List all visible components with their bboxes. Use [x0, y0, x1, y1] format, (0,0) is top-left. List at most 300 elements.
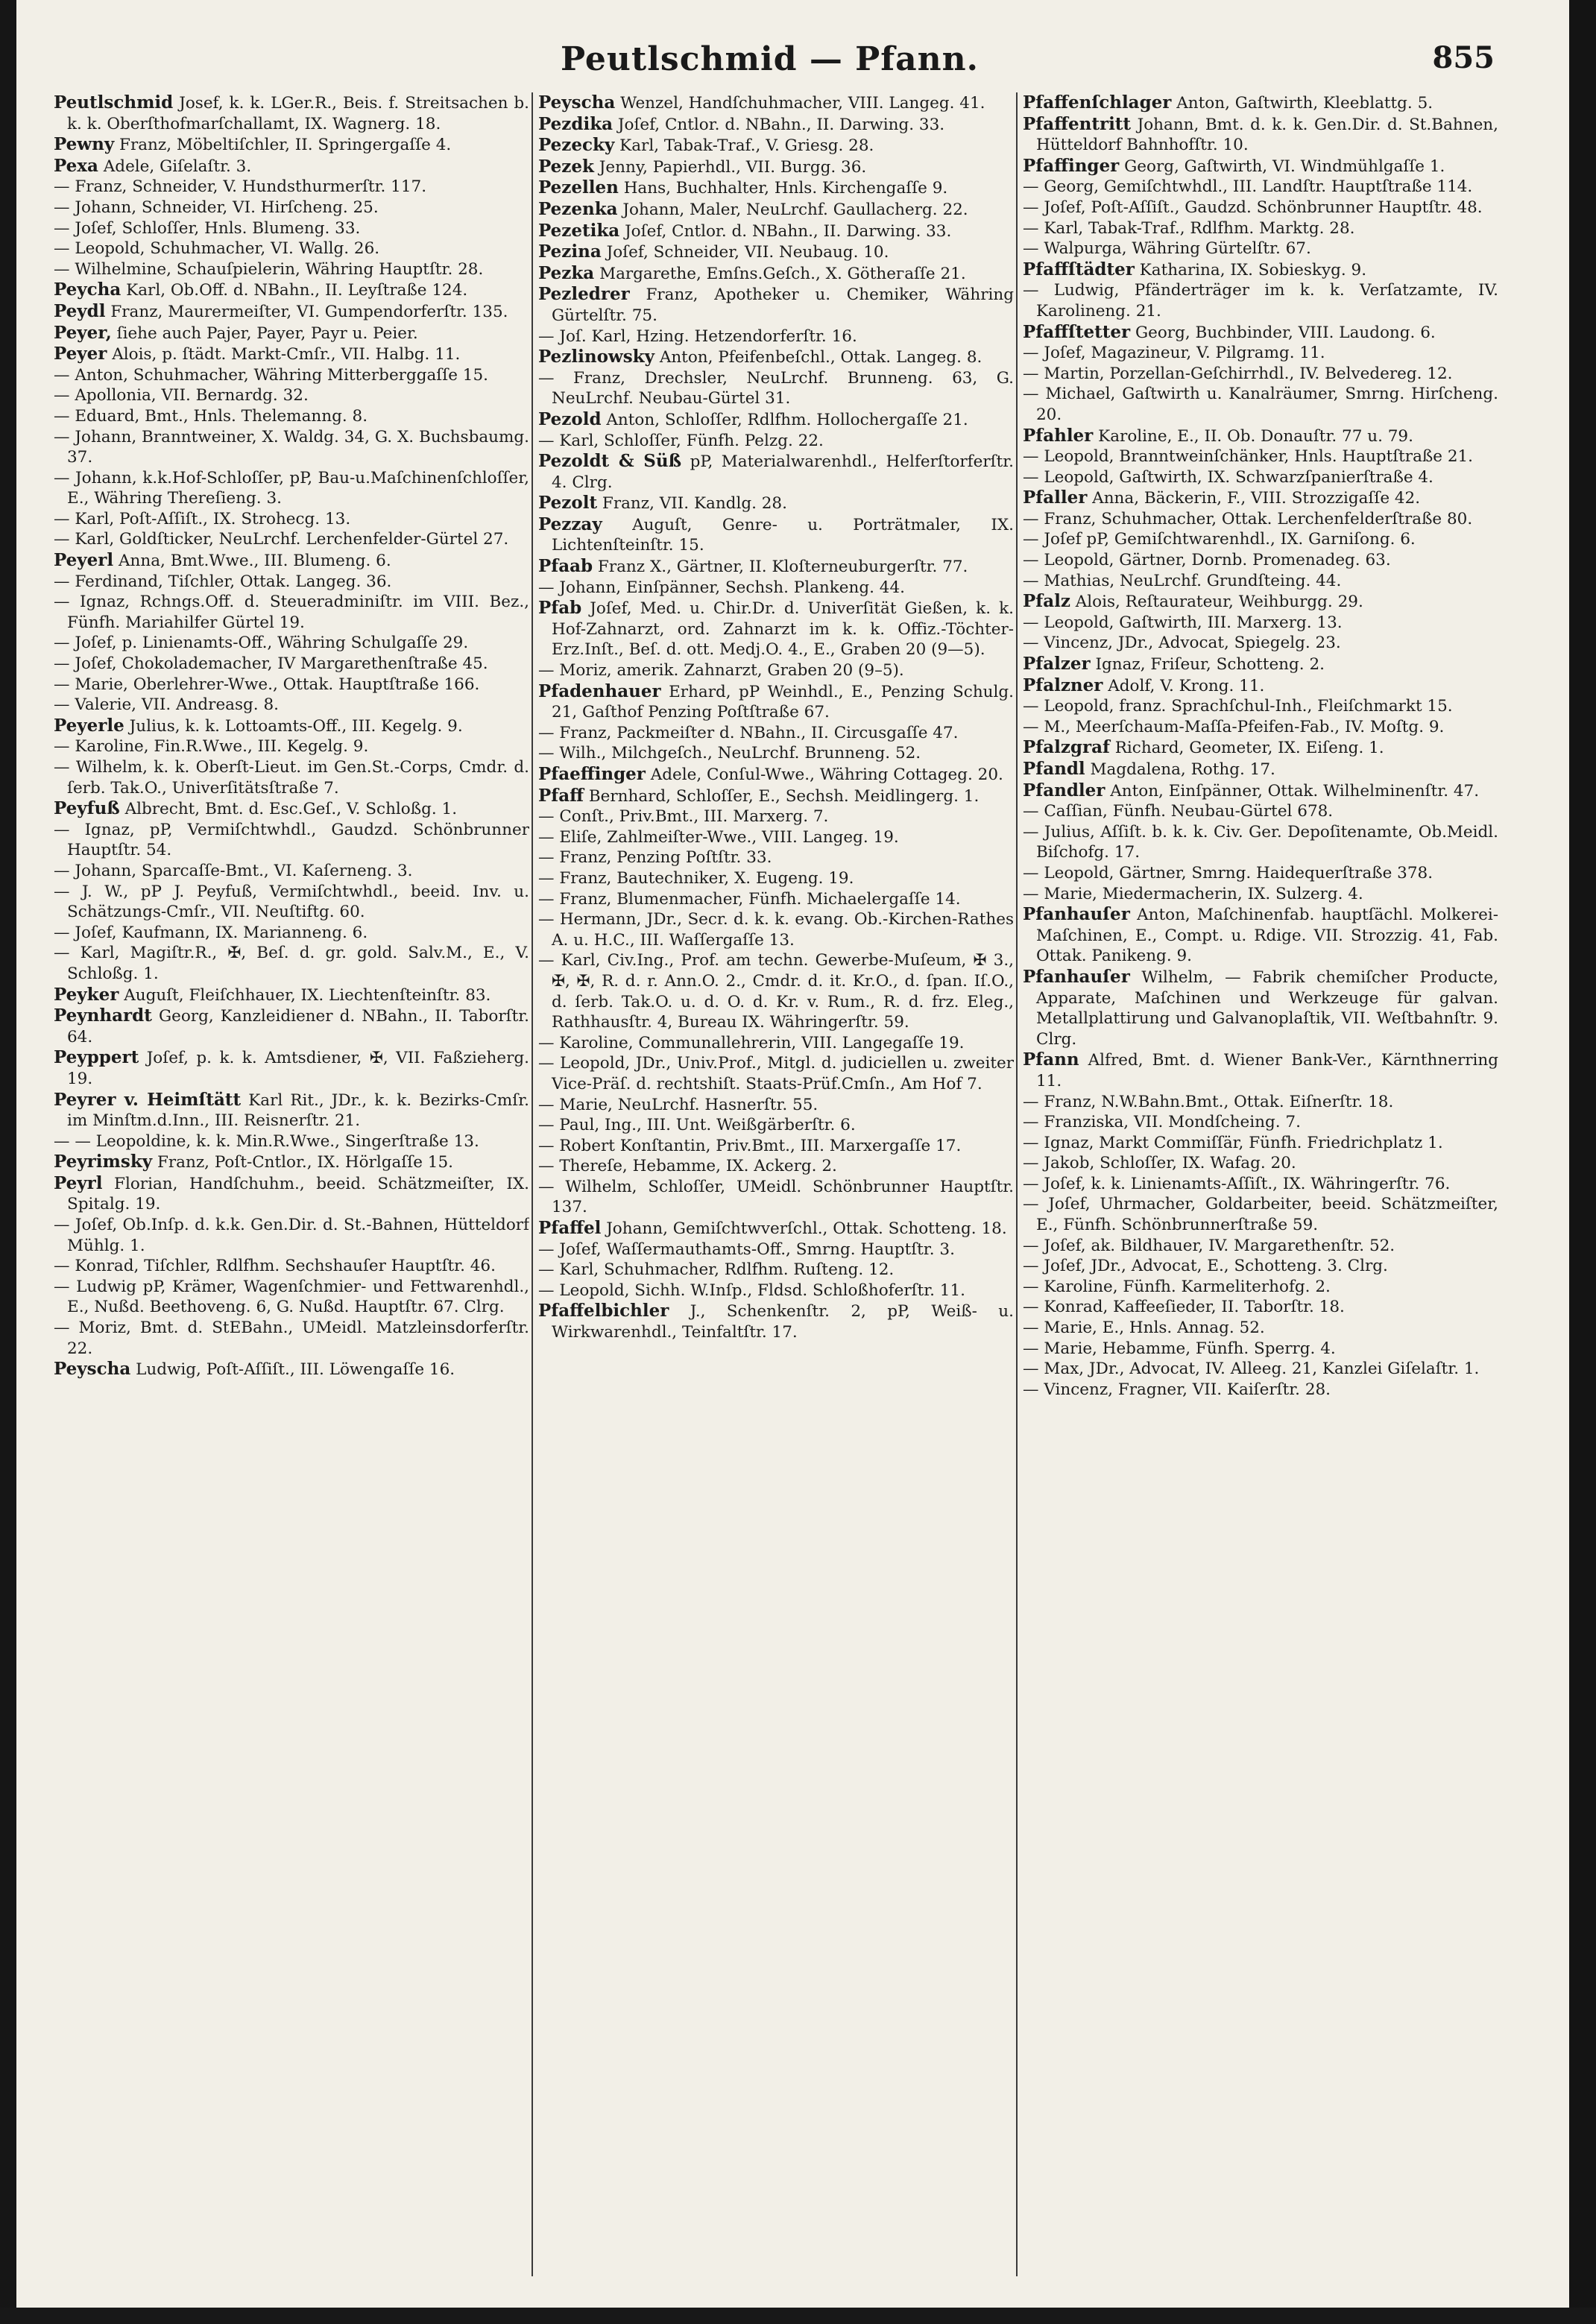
directory-entry — [1023, 571, 1498, 592]
entry-details: Adele, Conſul-Wwe., Währing Cottageg. 20. — [650, 765, 1003, 784]
directory-entry — [538, 786, 1014, 807]
entry-surname: Pezoldt & Süß — [538, 451, 682, 472]
directory-entry — [538, 889, 1014, 910]
directory-entry — [1023, 696, 1498, 717]
entry-surname: Peyer — [54, 344, 107, 364]
directory-entry — [538, 284, 1014, 326]
directory-entry — [1023, 364, 1498, 385]
entry-details: Jenny, Papierhdl., VII. Burgg. 36. — [599, 157, 867, 177]
entry-details: — Michael, Gaſtwirth u. Kanalräumer, Smrng. Hirſcheng. 20. — [1023, 385, 1498, 424]
entry-details: — Marie, Hebamme, Fünfh. Sperrg. 4. — [1023, 1339, 1336, 1358]
scan-edge-left — [0, 0, 16, 2324]
entry-details: Johann, Maler, NeuLrchf. Gaullacherg. 22. — [622, 200, 968, 219]
entry-details: — Marie, E., Hnls. Annag. 52. — [1023, 1319, 1265, 1338]
entry-details: — Ignaz, pP, Vermiſchtwhdl., Gaudzd. Schönbrunner Hauptſtr. 54. — [54, 820, 529, 860]
directory-entry — [1023, 1153, 1498, 1174]
entry-details: Johann, Gemiſchtwverſchl., Ottak. Schotteng. 18. — [606, 1219, 1007, 1239]
entry-details: — Max, JDr., Advocat, IV. Alleeg. 21, Kanzlei Giſelaſtr. 1. — [1023, 1360, 1480, 1379]
directory-entry — [538, 157, 1014, 178]
entry-surname: Pezka — [538, 262, 595, 283]
entry-surname: Pezetika — [538, 220, 620, 241]
directory-entry — [54, 882, 529, 923]
entry-surname: Pfann — [1023, 1049, 1079, 1070]
directory-entry — [538, 1156, 1014, 1177]
directory-entry — [1023, 1133, 1498, 1154]
directory-entry — [1023, 1359, 1498, 1380]
scan-edge-right — [1569, 0, 1596, 2324]
directory-entry — [1023, 550, 1498, 571]
directory-entry — [1023, 239, 1498, 259]
directory-entry — [54, 757, 529, 798]
directory-entry — [538, 578, 1014, 599]
entry-surname: Peyerl — [54, 550, 114, 571]
directory-entry — [1023, 487, 1498, 509]
directory-entry — [538, 514, 1014, 556]
directory-entry — [1023, 1174, 1498, 1195]
entry-details: — Paul, Ing., III. Unt. Weißgärberſtr. 6. — [538, 1116, 856, 1135]
entry-details: — Ignaz, Rchngs.Off. d. Steueradminiſtr. im VIII. Bez., Fünfh. Mariahilfer Gürtel 19. — [54, 593, 529, 632]
entry-surname: Pfaffentritt — [1023, 113, 1132, 134]
scan-edge-bottom — [0, 2308, 1596, 2324]
directory-entry — [54, 177, 529, 198]
directory-entry — [54, 985, 529, 1006]
entry-details: — Moriz, Bmt. d. StEBahn., UMeidl. Matzleinsdorferſtr. 22. — [54, 1319, 529, 1358]
entry-surname: Pfalzgraf — [1023, 737, 1110, 758]
entry-details: — Conſt., Priv.Bmt., III. Marxerg. 7. — [538, 807, 829, 827]
entry-details: Josef, k. k. LGer.R., Beis. f. Streitsachen b. k. k. Oberſthofmarſchallamt, IX. Wagnerg. 18. — [67, 94, 529, 133]
directory-entry — [1023, 1092, 1498, 1113]
entry-details: — Wilhelm, k. k. Oberſt-Lieut. im Gen.St.-Corps, Cmdr. d. ſerb. Tak.O., Univerſitätsſtraße 7. — [54, 758, 529, 798]
entry-details: — Karl, Magiſtr.R., ✠, Beſ. d. gr. gold. Salv.M., E., V. Schloßg. 1. — [54, 944, 529, 983]
entry-details: Franz, Poſt-Cntlor., IX. Hörlgaſſe 15. — [157, 1153, 453, 1172]
directory-entry — [538, 1115, 1014, 1136]
directory-entry — [1023, 1277, 1498, 1298]
entry-details: Franz, Maurermeiſter, VI. Gumpendorferſtr. 135. — [110, 302, 508, 321]
directory-entry — [54, 280, 529, 301]
entry-details: Albrecht, Bmt. d. Esc.Geſ., V. Schloßg. 1. — [124, 800, 458, 819]
directory-entry — [1023, 1339, 1498, 1360]
entry-details: — Johann, k.k.Hof-Schloſſer, pP, Bau-u.Maſchinenſchloſſer, E., Währing Thereſieng. 3. — [54, 468, 529, 508]
directory-entry — [538, 368, 1014, 409]
entry-details: Auguſt, Fleiſchhauer, IX. Liechtenſteinſtr. 83. — [124, 985, 491, 1005]
entry-details: — Marie, NeuLrchf. Hasnerſtr. 55. — [538, 1095, 818, 1114]
directory-entry — [538, 950, 1014, 1032]
directory-entry — [1023, 1297, 1498, 1318]
entry-details: Anton, Schloſſer, Rdlfhm. Hollochergaſſe 21. — [606, 410, 968, 429]
entry-surname: Pfaffelbichler — [538, 1301, 669, 1322]
directory-entry — [1023, 1049, 1498, 1091]
directory-entry — [538, 135, 1014, 157]
entry-surname: Pfaller — [1023, 487, 1088, 508]
entry-details: — Walpurga, Währing Gürtelſtr. 67. — [1023, 239, 1311, 259]
entry-surname: Peutlschmid — [54, 92, 174, 113]
entry-details: — Wilhelmine, Schauſpielerin, Währing Hauptſtr. 28. — [54, 259, 484, 279]
entry-details: Franz X., Gärtner, II. Kloſterneuburgerſtr. 77. — [597, 558, 968, 577]
entry-details: — Franz, N.W.Bahn.Bmt., Ottak. Eiſnerſtr. 18. — [1023, 1092, 1394, 1111]
entry-details: Johann, Bmt. d. k. k. Gen.Dir. d. St.Bahnen, Hütteldorf Bahnhofſtr. 10. — [1036, 115, 1498, 155]
directory-entry — [538, 723, 1014, 744]
entry-details: — Ludwig, Pfänderträger im k. k. Verſatzamte, IV. Karolineng. 21. — [1023, 281, 1498, 321]
directory-entry — [54, 1277, 529, 1318]
directory-entry — [54, 301, 529, 323]
directory-entry — [538, 221, 1014, 242]
entry-details: — Vincenz, Fragner, VII. Kaiſerſtr. 28. — [1023, 1380, 1331, 1399]
entry-details: — Joſ. Karl, Hzing. Hetzendorferſtr. 16. — [538, 326, 857, 346]
entry-details: — Joſef, k. k. Linienamts-Aſſiſt., IX. Währingerſtr. 76. — [1023, 1174, 1451, 1193]
directory-entry — [1023, 1380, 1498, 1401]
directory-entry — [1023, 280, 1498, 321]
directory-entry — [1023, 633, 1498, 654]
entry-details: — Jakob, Schloſſer, IX. Wafag. 20. — [1023, 1154, 1296, 1173]
entry-details: — Mathias, NeuLrchf. Grundſteing. 44. — [1023, 571, 1342, 590]
entry-details: Karl Rit., JDr., k. k. Bezirks-Cmſr. im Minſtm.d.Inn., III. Reisnerſtr. 21. — [67, 1090, 529, 1131]
page-header — [45, 34, 1495, 86]
directory-entry — [1023, 92, 1498, 114]
entry-details: — Karl, Tabak-Traf., Rdlfhm. Marktg. 28. — [1023, 218, 1355, 238]
entry-surname: Pfaff — [538, 785, 584, 806]
directory-entry — [538, 909, 1014, 950]
entry-details: — Eduard, Bmt., Hnls. Thelemanng. 8. — [54, 406, 368, 426]
directory-entry — [538, 847, 1014, 868]
entry-surname: Pfab — [538, 598, 582, 619]
entry-details: — Karl, Civ.Ing., Prof. am techn. Gewerbe-Muſeum, ✠ 3., ✠, ✠, R. d. r. Ann.O. 2., Cmdr. d. it. Kr.O., d. ſpan. Iſ.O., d. ſerb. Tak.O. u. d. O. d. Kr. v. Rum., R. d. frz. Eleg., Rathhausſtr. 4, Bureau IX. Währingerſtr. 59. — [538, 951, 1014, 1032]
directory-entry — [54, 798, 529, 820]
entry-details: pP, Materialwarenhdl., Helferſtorferſtr. 4. Clrg. — [552, 452, 1014, 492]
entry-details: — Joſef, Uhrmacher, Goldarbeiter, beeid. Schätzmeiſter, E., Fünfh. Schönbrunnerſtraße 59. — [1023, 1195, 1498, 1235]
directory-entry — [538, 1218, 1014, 1240]
entry-details: Anton, Maſchinenfab. hauptſächl. Molkerei-Maſchinen, E., Compt. u. Rdige. VII. Strozzig. 41, Fab. Ottak. Panikeng. 9. — [1036, 906, 1498, 966]
column-3 — [1023, 92, 1498, 2299]
directory-entry — [1023, 467, 1498, 488]
running-title: Peutlschmid — Pfann. — [561, 40, 979, 78]
entry-details: Georg, Gaſtwirth, VI. Windmühlgaſſe 1. — [1124, 157, 1445, 176]
page-number: 855 — [1432, 40, 1495, 75]
entry-details: Bernhard, Schloſſer, E., Sechsh. Meidlingerg. 1. — [588, 786, 980, 806]
entry-details: — M., Meerſchaum-Maſſa-Pfeifen-Fab., IV. Moſtg. 9. — [1023, 717, 1445, 736]
entry-details: — Johann, Schneider, VI. Hirſcheng. 25. — [54, 198, 379, 217]
entry-surname: Peyppert — [54, 1047, 139, 1068]
directory-entry — [538, 827, 1014, 848]
directory-entry — [54, 654, 529, 675]
entry-details: — Ferdinand, Tiſchler, Ottak. Langeg. 36. — [54, 572, 392, 591]
column-1 — [54, 92, 529, 2299]
directory-entry — [1023, 717, 1498, 738]
entry-details: — Wilhelm, Schloſſer, UMeidl. Schönbrunner Hauptſtr. 137. — [538, 1177, 1014, 1217]
directory-entry — [1023, 509, 1498, 530]
directory-entry — [538, 326, 1014, 347]
directory-entry — [538, 1136, 1014, 1157]
entry-details: Julius, k. k. Lottoamts-Off., III. Kegelg. 9. — [129, 716, 463, 736]
directory-entry — [1023, 156, 1498, 177]
directory-entry — [1023, 322, 1498, 344]
directory-entry — [54, 923, 529, 944]
entry-surname: Pfalz — [1023, 591, 1070, 612]
column-divider — [532, 92, 533, 2276]
directory-entry — [54, 695, 529, 716]
entry-surname: Pezold — [538, 408, 602, 429]
entry-details: — Franz, Penzing Poſtſtr. 33. — [538, 848, 772, 868]
directory-entry — [54, 633, 529, 654]
entry-details: Adele, Giſelaſtr. 3. — [103, 157, 252, 176]
entry-surname: Pfandler — [1023, 780, 1105, 801]
entry-details: Ludwig, Poſt-Aſſiſt., III. Löwengaſſe 16. — [136, 1360, 455, 1380]
directory-entry — [538, 493, 1014, 514]
entry-details: — Konrad, Kaffeeſieder, II. Taborſtr. 18. — [1023, 1298, 1345, 1317]
directory-entry — [54, 736, 529, 757]
entry-details: — Georg, Gemiſchtwhdl., III. Landſtr. Hauptſtraße 114. — [1023, 177, 1473, 197]
directory-entry — [538, 92, 1014, 114]
directory-entry — [1023, 884, 1498, 905]
entry-details: — Julius, Aſſiſt. b. k. k. Civ. Ger. Depoſitenamte, Ob.Meidl. Biſchofg. 17. — [1023, 822, 1498, 862]
entry-details: — Franz, Drechsler, NeuLrchf. Brunneng. 63, G. NeuLrchf. Neubau-Gürtel 31. — [538, 368, 1014, 408]
entry-details: — Franz, Schneider, V. Hundsthurmerſtr. 117. — [54, 177, 427, 197]
entry-details: — Wilh., Milchgeſch., NeuLrchf. Brunneng. 52. — [538, 744, 921, 763]
directory-entry — [538, 556, 1014, 578]
directory-entry — [1023, 198, 1498, 218]
entry-surname: Peydl — [54, 300, 106, 321]
entry-details: — Leopold, JDr., Univ.Prof., Mitgl. d. judiciellen u. zweiter Vice-Präſ. d. rechtshiſt. Staats-Prüf.Cmſn., Am Hof 7. — [538, 1054, 1014, 1093]
directory-entry — [54, 406, 529, 427]
directory-entry — [54, 1005, 529, 1047]
directory-entry — [538, 263, 1014, 285]
entry-details: Joſef, Schneider, VII. Neubaug. 10. — [606, 243, 889, 262]
entry-surname: Pfaffinger — [1023, 155, 1120, 176]
directory-entry — [1023, 591, 1498, 613]
directory-entry — [54, 1318, 529, 1359]
entry-details: — Moriz, amerik. Zahnarzt, Graben 20 (9–5). — [538, 661, 904, 681]
entry-details: Georg, Kanzleidiener d. NBahn., II. Taborſtr. 64. — [67, 1007, 529, 1046]
entry-details: Richard, Geometer, IX. Eiſeng. 1. — [1114, 739, 1384, 758]
entry-surname: Peynhardt — [54, 1005, 152, 1026]
entry-details: Alois, Reſtaurateur, Weihburgg. 29. — [1075, 593, 1363, 612]
entry-surname: Peyrl — [54, 1172, 103, 1193]
directory-entry — [1023, 218, 1498, 239]
directory-entry — [54, 218, 529, 239]
directory-entry — [54, 1131, 529, 1152]
entry-surname: Pfandl — [1023, 759, 1085, 779]
directory-entry — [54, 92, 529, 134]
directory-entry — [54, 468, 529, 509]
entry-details: Erhard, pP Weinhdl., E., Penzing Schulg. 21, Gaſthof Penzing Poſtſtraße 67. — [552, 682, 1014, 722]
directory-entry — [1023, 529, 1498, 550]
entry-details: Margarethe, Emſns.Geſch., X. Götheгaſſe 21. — [599, 264, 966, 283]
entry-surname: Peycha — [54, 280, 122, 300]
directory-entry — [1023, 1318, 1498, 1339]
directory-entry — [1023, 613, 1498, 634]
entry-surname: Pfanhauſer — [1023, 904, 1130, 925]
entry-details: — Martin, Porzellan-Geſchirrhdl., IV. Belvedereg. 12. — [1023, 364, 1453, 383]
entry-details: — Hermann, JDr., Secr. d. k. k. evang. Ob.-Kirchen-Rathes A. u. H.C., III. Waſſergaſſe 13. — [538, 910, 1014, 950]
directory-entry — [538, 1053, 1014, 1094]
entry-details: — Karl, Schloſſer, Fünfh. Pelzg. 22. — [538, 431, 824, 450]
directory-entry — [538, 1177, 1014, 1218]
directory-entry — [54, 134, 529, 156]
entry-surname: Pezolt — [538, 493, 598, 514]
entry-surname: Pezenka — [538, 198, 618, 219]
entry-surname: Pezlinowsky — [538, 347, 655, 367]
entry-surname: Pfahler — [1023, 425, 1094, 446]
entry-details: — Leopold, Gärtner, Dornb. Promenadeg. 63. — [1023, 551, 1391, 570]
directory-entry — [54, 198, 529, 218]
entry-details: — Franz, Schuhmacher, Ottak. Lerchenfelderſtraße 80. — [1023, 509, 1473, 528]
entry-surname: Pfaffſtetter — [1023, 321, 1131, 342]
entry-surname: Pfadenhauer — [538, 681, 661, 701]
directory-entry — [1023, 822, 1498, 863]
directory-entry — [538, 177, 1014, 199]
directory-entry — [1023, 446, 1498, 467]
directory-entry — [54, 365, 529, 386]
entry-details: — Karoline, Fünfh. Karmeliterhofg. 2. — [1023, 1277, 1331, 1296]
entry-details: — Franz, Bautechniker, X. Eugeng. 19. — [538, 868, 854, 888]
directory-entry — [54, 323, 529, 344]
directory-entry — [1023, 967, 1498, 1049]
directory-entry — [1023, 1194, 1498, 1235]
entry-details: — Ludwig pP, Krämer, Wagenſchmier- und Fettwarenhdl., E., Nußd. Beethoveng. 6, G. Nußd. Hauptſtr. 67. Clrg. — [54, 1277, 529, 1317]
directory-entry — [538, 451, 1014, 493]
entry-details: — Leopold, Branntweinſchänker, Hnls. Hauptſtraße 21. — [1023, 447, 1474, 467]
directory-entry — [54, 1215, 529, 1256]
entry-surname: Pfaab — [538, 556, 593, 577]
entry-surname: Pezledrer — [538, 284, 630, 305]
entry-details: — Marie, Miedermacherin, IX. Sulzerg. 4. — [1023, 884, 1363, 903]
directory-entry — [538, 1240, 1014, 1260]
entry-details: Joſef, p. k. k. Amtsdiener, ✠, VII. Faßziehеrg. 19. — [67, 1049, 529, 1088]
directory-entry — [538, 347, 1014, 368]
entry-details: — Caſſian, Fünfh. Neubau-Gürtel 678. — [1023, 802, 1334, 821]
directory-entry — [54, 1047, 529, 1089]
entry-details: — Apollonia, VII. Bernardg. 32. — [54, 386, 309, 405]
directory-entry — [54, 550, 529, 572]
entry-surname: Pexa — [54, 155, 98, 176]
directory-entry — [1023, 1256, 1498, 1277]
entry-details: — Joſef, Ob.Inſp. d. k.k. Gen.Dir. d. St.-Bahnen, Hütteldorf Mühlg. 1. — [54, 1216, 529, 1255]
entry-details: Wenzel, Handſchuhmacher, VIII. Langeg. 41. — [620, 94, 985, 113]
entry-details: — Joſef, Magazineur, V. Pilgramg. 11. — [1023, 344, 1325, 363]
entry-details: — Joſef, Chokolademacher, IV Margarethenſtraße 45. — [54, 654, 488, 674]
directory-entry — [538, 660, 1014, 681]
entry-details: Katharina, IX. Sobieskyg. 9. — [1139, 260, 1367, 280]
directory-entry — [54, 156, 529, 177]
entry-details: — Joſef, Schloſſer, Hnls. Blumeng. 33. — [54, 218, 361, 238]
entry-details: — Johann, Branntweiner, X. Waldg. 34, G. X. Buchsbaumg. 37. — [54, 427, 529, 467]
entry-details: Magdalena, Rothg. 17. — [1090, 760, 1275, 779]
entry-details: Anton, Einſpänner, Ottak. Wilhelminenſtr. 47. — [1110, 781, 1480, 801]
entry-details: Alois, p. ſtädt. Markt-Cmſr., VII. Halbg. 11. — [112, 345, 461, 364]
directory-entry — [1023, 863, 1498, 884]
directory-entry — [538, 868, 1014, 889]
entry-details: Adolf, V. Krong. 11. — [1108, 676, 1265, 695]
entry-details: — Karoline, Communallehrerin, VIII. Langegaſſe 19. — [538, 1033, 965, 1052]
entry-surname: Pfanhauſer — [1023, 966, 1130, 987]
directory-entry — [54, 1359, 529, 1380]
entry-details: Karl, Tabak-Traf., V. Griesg. 28. — [619, 136, 874, 156]
entry-surname: Pfaffel — [538, 1218, 602, 1239]
directory-entry — [1023, 1112, 1498, 1133]
entry-details: — Leopold, Gaſtwirth, IX. Schwarzſpanierſtraße 4. — [1023, 467, 1433, 487]
entry-details: — Robert Konſtantin, Priv.Bmt., III. Marxergaſſe 17. — [538, 1136, 962, 1155]
entry-details: — Anton, Schuhmacher, Währing Mitterberggaſſe 15. — [54, 365, 488, 385]
entry-surname: Peyrimsky — [54, 1152, 153, 1172]
entry-surname: Pezecky — [538, 135, 615, 156]
entry-details: Franz, Apotheker u. Chemiker, Währing Gürtelſtr. 75. — [552, 285, 1014, 325]
entry-surname: Pfaffenſchlager — [1023, 92, 1172, 113]
directory-entry — [54, 1256, 529, 1277]
entry-details: — Joſef, Poſt-Aſſiſt., Gaudzd. Schönbrunner Hauptſtr. 48. — [1023, 198, 1483, 217]
directory-entry — [538, 1301, 1014, 1342]
entry-details: — Franz, Packmeiſter d. NBahn., II. Circusgaſſe 47. — [538, 723, 959, 742]
entry-details: Auguſt, Genre- u. Porträtmaler, IX. Lichtenſteinſtr. 15. — [552, 515, 1014, 555]
entry-details: Georg, Buchbinder, VIII. Laudong. 6. — [1135, 323, 1436, 342]
entry-details: Franz, VII. Kandlg. 28. — [602, 494, 787, 514]
entry-details: — Konrad, Tiſchler, Rdlfhm. Sechshauſer Hauptſtr. 46. — [54, 1257, 496, 1276]
entry-surname: Pewny — [54, 134, 115, 155]
entry-details: Franz, Möbeltiſchler, II. Springergaſſe 4. — [119, 136, 452, 155]
entry-details: — Ignaz, Markt Commiſſär, Fünfh. Friedrichplatz 1. — [1023, 1133, 1443, 1152]
directory-entry — [538, 764, 1014, 786]
entry-details: — Karl, Goldſticker, NeuLrchf. Lerchenfelder-Gürtel 27. — [54, 530, 509, 549]
directory-entry — [1023, 904, 1498, 967]
directory-entry — [1023, 737, 1498, 759]
entry-surname: Pezek — [538, 156, 594, 177]
entry-details: — — Leopoldine, k. k. Min.R.Wwe., Singerſtraße 13. — [54, 1131, 479, 1151]
entry-surname: Peyerle — [54, 715, 124, 736]
directory-entry — [54, 1090, 529, 1131]
entry-details: Alfred, Bmt. d. Wiener Bank-Ver., Kärnthnerring 11. — [1036, 1051, 1498, 1090]
entry-details: — J. W., pP J. Peyfuß, Vermiſchtwhdl., beeid. Inv. u. Schätzungs-Cmſr., VII. Neuſtiftg. 60. — [54, 882, 529, 922]
directory-entry — [54, 861, 529, 882]
entry-details: Anna, Bäckerin, F., VIII. Strozzigaſſe 42. — [1092, 489, 1421, 508]
entry-details: — Thereſe, Hebamme, IX. Ackerg. 2. — [538, 1157, 837, 1176]
entry-details: ſiehe auch Pajer, Payer, Payr u. Peier. — [116, 323, 418, 343]
directory-entry — [538, 1095, 1014, 1116]
entry-details: — Valerie, VII. Andreasg. 8. — [54, 695, 279, 715]
entry-details: — Johann, Einſpänner, Sechsh. Plankeng. 44. — [538, 578, 906, 597]
directory-entry — [1023, 114, 1498, 156]
entry-details: Karl, Ob.Off. d. NBahn., II. Leyſtraße 124. — [126, 281, 468, 300]
entry-details: Florian, Handſchuhm., beeid. Schätzmeiſter, IX. Spitalg. 19. — [67, 1174, 529, 1214]
entry-details: — Leopold, Schuhmacher, VI. Wallg. 26. — [54, 239, 380, 259]
directory-entry — [1023, 259, 1498, 281]
directory-entry — [1023, 675, 1498, 697]
entry-details: — Joſef, Kaufmann, IX. Mariannеng. 6. — [54, 923, 368, 942]
directory-entry — [54, 259, 529, 280]
entry-details: Wilhelm, — Fabrik chemiſcher Producte, Apparate, Maſchinen und Werkzeuge für galvan. Metallplattirung und Galvanoplaſtik, VII. Weſtbahnſtr. 9. Clrg. — [1036, 967, 1498, 1049]
directory-entry — [538, 114, 1014, 136]
entry-details: — Karl, Schuhmacher, Rdlfhm. Ruſteng. 12. — [538, 1260, 895, 1280]
entry-details: Anna, Bmt.Wwe., III. Blumeng. 6. — [119, 552, 391, 571]
directory-entry — [1023, 780, 1498, 802]
entry-surname: Peyrer v. Heimſtätt — [54, 1089, 242, 1110]
directory-entry — [538, 598, 1014, 660]
directory-entry — [54, 820, 529, 861]
entry-details: — Joſef, ak. Bildhauer, IV. Margarethenſtr. 52. — [1023, 1236, 1395, 1255]
directory-entry — [538, 409, 1014, 431]
entry-details: — Vincenz, JDr., Advocat, Spiegelg. 23. — [1023, 634, 1341, 653]
directory-entry — [538, 681, 1014, 723]
entry-details: — Eliſe, Zahlmeiſter-Wwe., VIII. Langeg. 19. — [538, 827, 899, 847]
entry-surname: Pezellen — [538, 177, 619, 198]
entry-surname: Peyer, — [54, 322, 112, 343]
directory-entry — [1023, 801, 1498, 822]
entry-details: Karoline, E., II. Ob. Donauſtr. 77 u. 79. — [1098, 426, 1413, 446]
entry-surname: Pfalzner — [1023, 675, 1103, 695]
directory-entry — [54, 592, 529, 633]
directory-entry — [538, 806, 1014, 827]
entry-details: Ignaz, Friſeur, Schotteng. 2. — [1095, 655, 1325, 675]
directory-entry — [54, 675, 529, 695]
entry-details: — Joſef, JDr., Advocat, E., Schotteng. 3. Clrg. — [1023, 1257, 1388, 1276]
directory-entry — [538, 743, 1014, 764]
